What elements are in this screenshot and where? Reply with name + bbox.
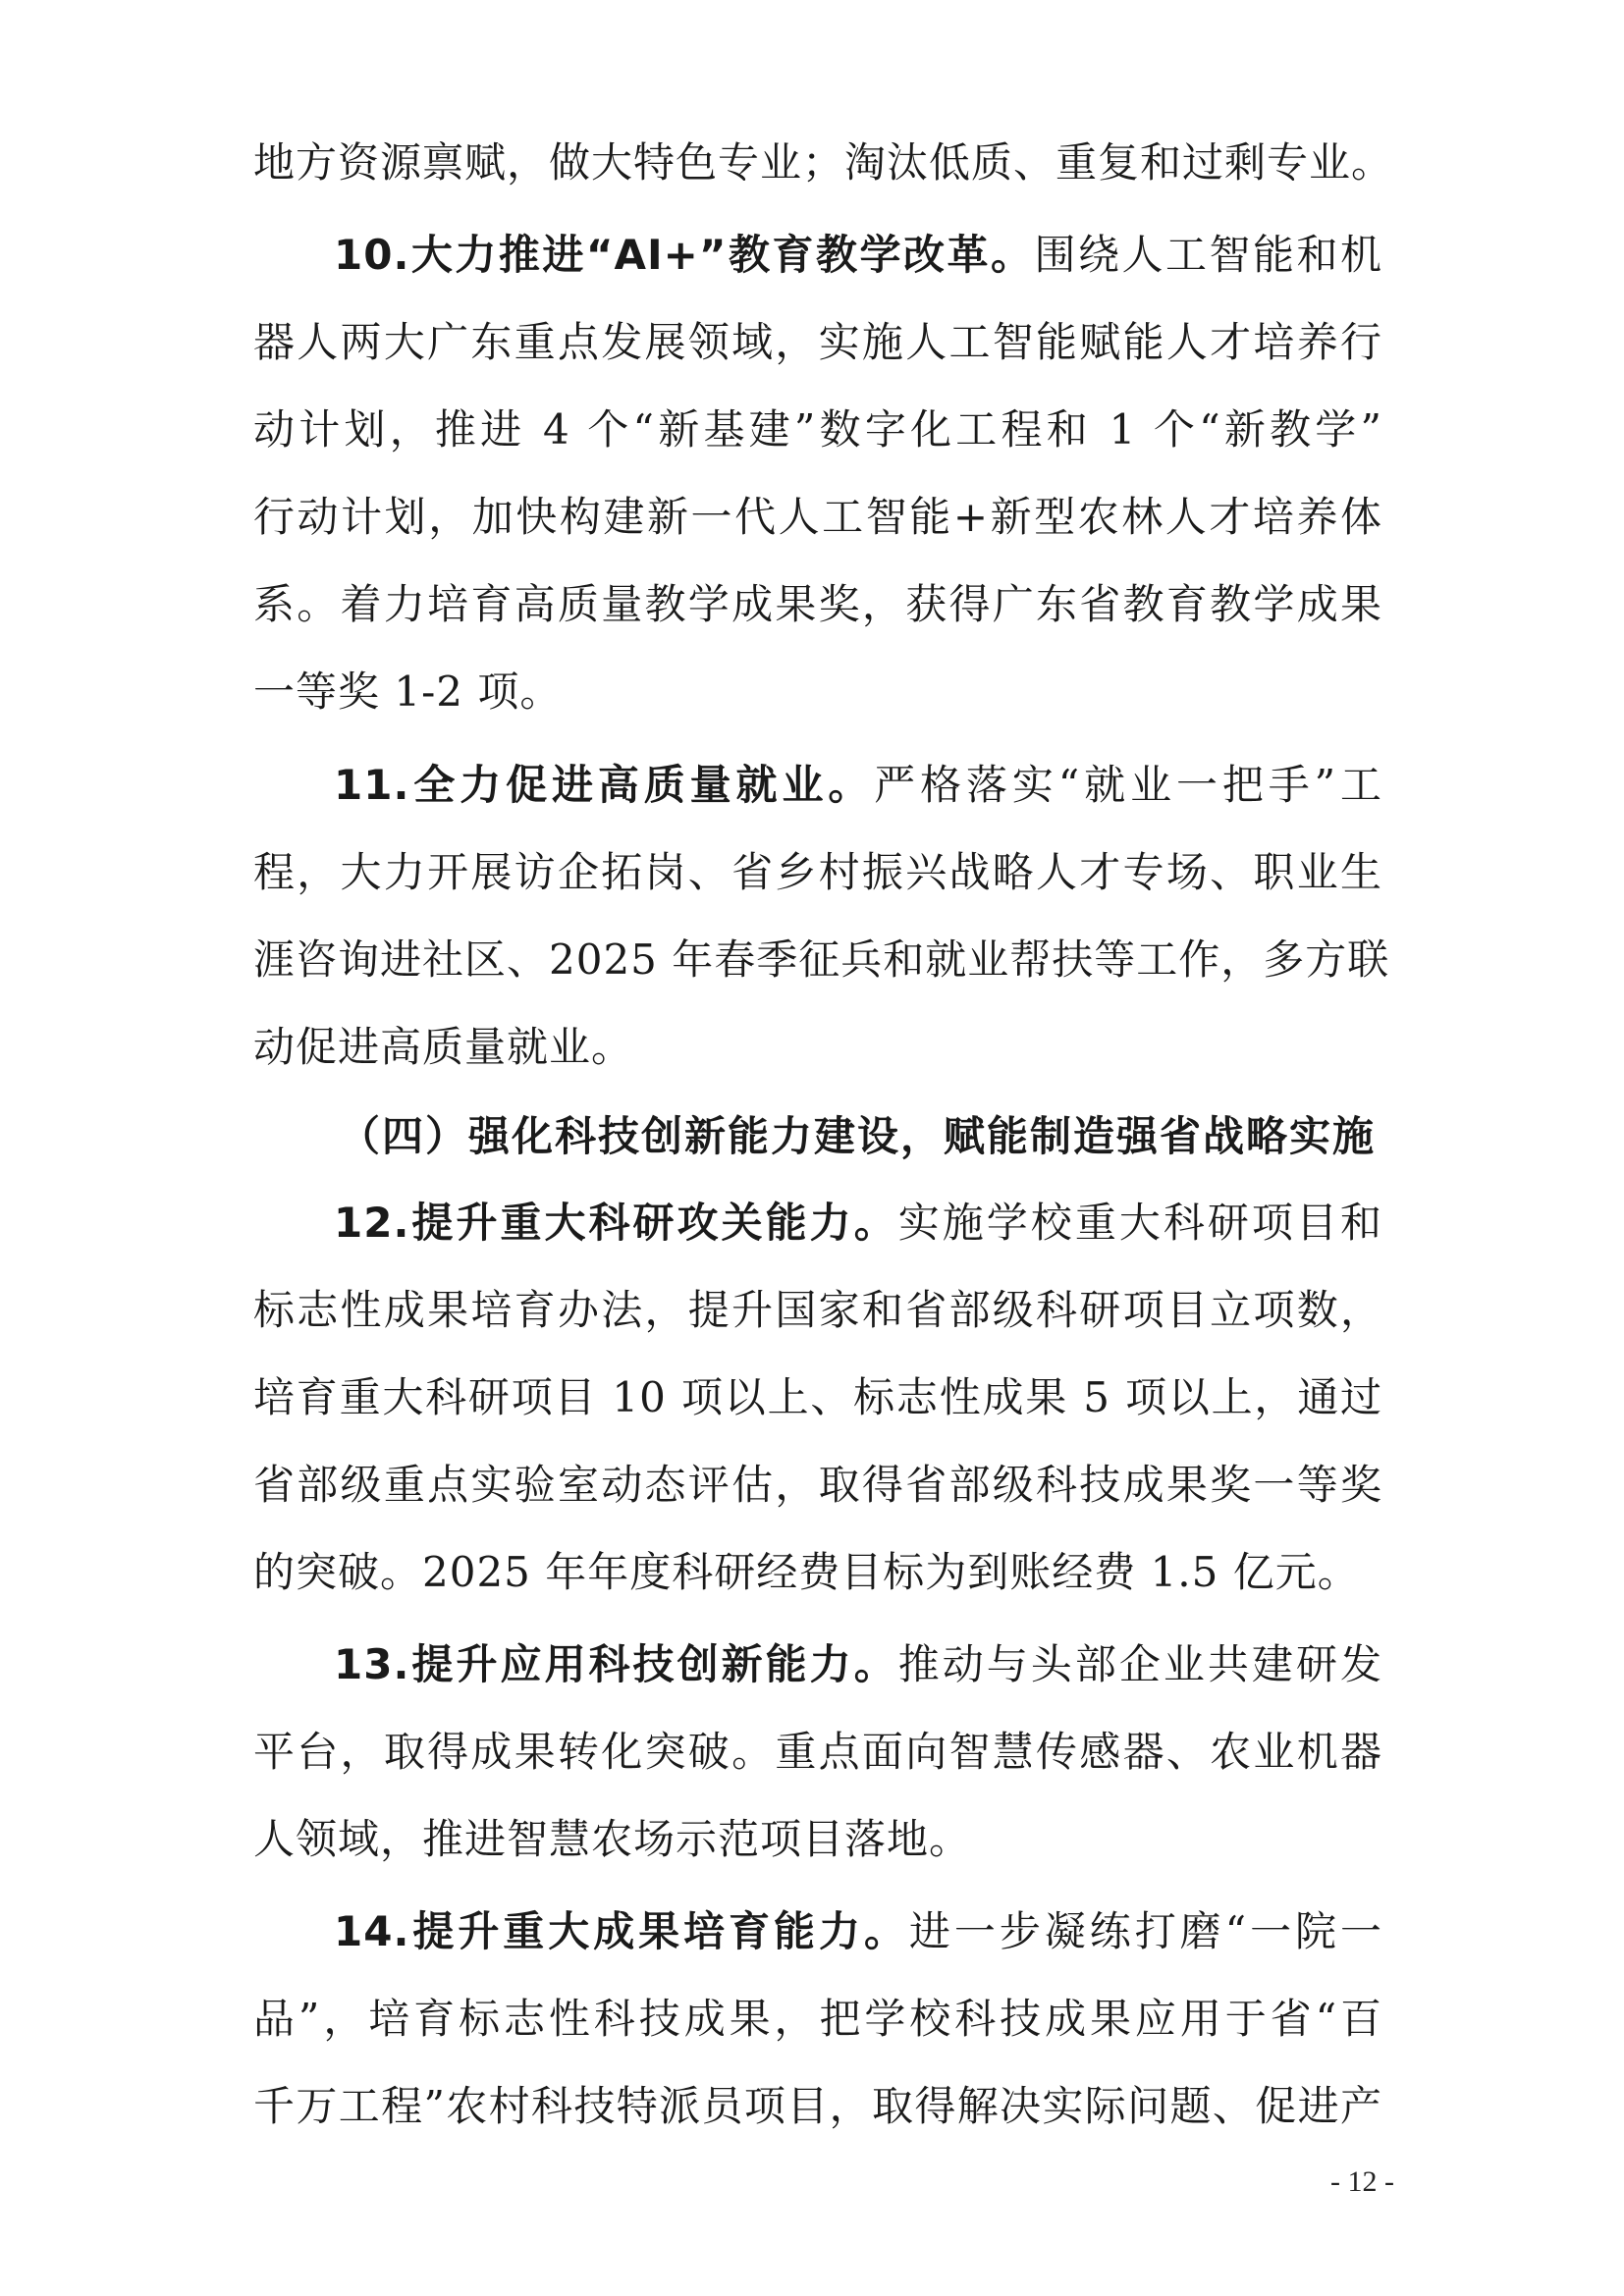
body-line xyxy=(253,1008,1382,1087)
body-line xyxy=(253,833,1382,912)
body-line xyxy=(253,1533,1382,1612)
item-14-first-line xyxy=(334,1893,1382,1971)
item-11-heading: 11.全力促进高质量就业。 xyxy=(334,761,875,809)
item-14-heading: 14.提升重大成果培育能力。 xyxy=(334,1907,909,1955)
body-line xyxy=(253,1980,1382,2058)
line-text: 千万工程”农村科技特派员项目，取得解决实际问题、促进产 xyxy=(253,2082,1382,2130)
item-10-heading: 10.大力推进“AI+”教育教学改革。 xyxy=(334,231,1035,279)
line-text: 省部级重点实验室动态评估，取得省部级科技成果奖一等奖 xyxy=(253,1461,1382,1509)
line-text: 严格落实“就业一把手”工 xyxy=(874,761,1382,809)
body-line xyxy=(253,921,1390,999)
body-line xyxy=(253,1446,1382,1524)
line-text: 标志性成果培育办法，提升国家和省部级科研项目立项数， xyxy=(253,1286,1382,1334)
item-13-first-line xyxy=(334,1626,1382,1704)
line-text: 行动计划，加快构建新一代人工智能+新型农林人才培养体 xyxy=(253,493,1382,541)
body-line xyxy=(253,1271,1382,1350)
body-line xyxy=(253,1800,1382,1879)
item-11-first-line xyxy=(334,746,1382,825)
body-line xyxy=(253,1359,1382,1437)
body-line xyxy=(253,124,1394,202)
body-line xyxy=(253,1713,1382,1791)
line-text: 动促进高质量就业。 xyxy=(253,1023,634,1071)
line-text: 实施学校重大科研项目和 xyxy=(897,1199,1382,1247)
line-text: 器人两大广东重点发展领域，实施人工智能赋能人才培养行 xyxy=(253,318,1382,366)
line-text: 平台，取得成果转化突破。重点面向智慧传感器、农业机器 xyxy=(253,1728,1382,1776)
line-text: 一等奖 1-2 项。 xyxy=(253,667,563,716)
line-text: 的突破。2025 年年度科研经费目标为到账经费 1.5 亿元。 xyxy=(253,1548,1360,1596)
section-heading-text: （四）强化科技创新能力建设，赋能制造强省战略实施 xyxy=(339,1112,1377,1160)
body-line xyxy=(253,303,1382,382)
line-text: 培育重大科研项目 10 项以上、标志性成果 5 项以上，通过 xyxy=(253,1373,1382,1421)
section-heading xyxy=(339,1097,1382,1176)
line-text: 地方资源禀赋，做大特色专业；淘汰低质、重复和过剩专业。 xyxy=(253,138,1394,187)
body-line xyxy=(253,391,1382,469)
item-13-heading: 13.提升应用科技创新能力。 xyxy=(334,1640,898,1688)
line-text: 程，大力开展访企拓岗、省乡村振兴战略人才专场、职业生 xyxy=(253,848,1382,896)
line-text: 品”，培育标志性科技成果，把学校科技成果应用于省“百 xyxy=(253,1995,1382,2043)
item-12-first-line xyxy=(334,1184,1382,1262)
line-text: 进一步凝练打磨“一院一 xyxy=(908,1907,1382,1955)
page-number: - 12 - xyxy=(1330,2165,1394,2198)
line-text: 涯咨询进社区、2025 年春季征兵和就业帮扶等工作，多方联 xyxy=(253,935,1390,984)
item-10-first-line xyxy=(334,216,1382,294)
line-text: 系。着力培育高质量教学成果奖，获得广东省教育教学成果 xyxy=(253,580,1382,628)
body-line xyxy=(253,565,1382,644)
body-line xyxy=(253,2067,1382,2146)
line-text: 围绕人工智能和机 xyxy=(1034,231,1382,279)
body-line xyxy=(253,478,1382,557)
line-text: 推动与头部企业共建研发 xyxy=(897,1640,1382,1688)
body-line xyxy=(253,653,1382,731)
line-text: 动计划，推进 4 个“新基建”数字化工程和 1 个“新教学” xyxy=(253,405,1382,454)
line-text: 人领域，推进智慧农场示范项目落地。 xyxy=(253,1815,972,1863)
item-12-heading: 12.提升重大科研攻关能力。 xyxy=(334,1199,898,1247)
